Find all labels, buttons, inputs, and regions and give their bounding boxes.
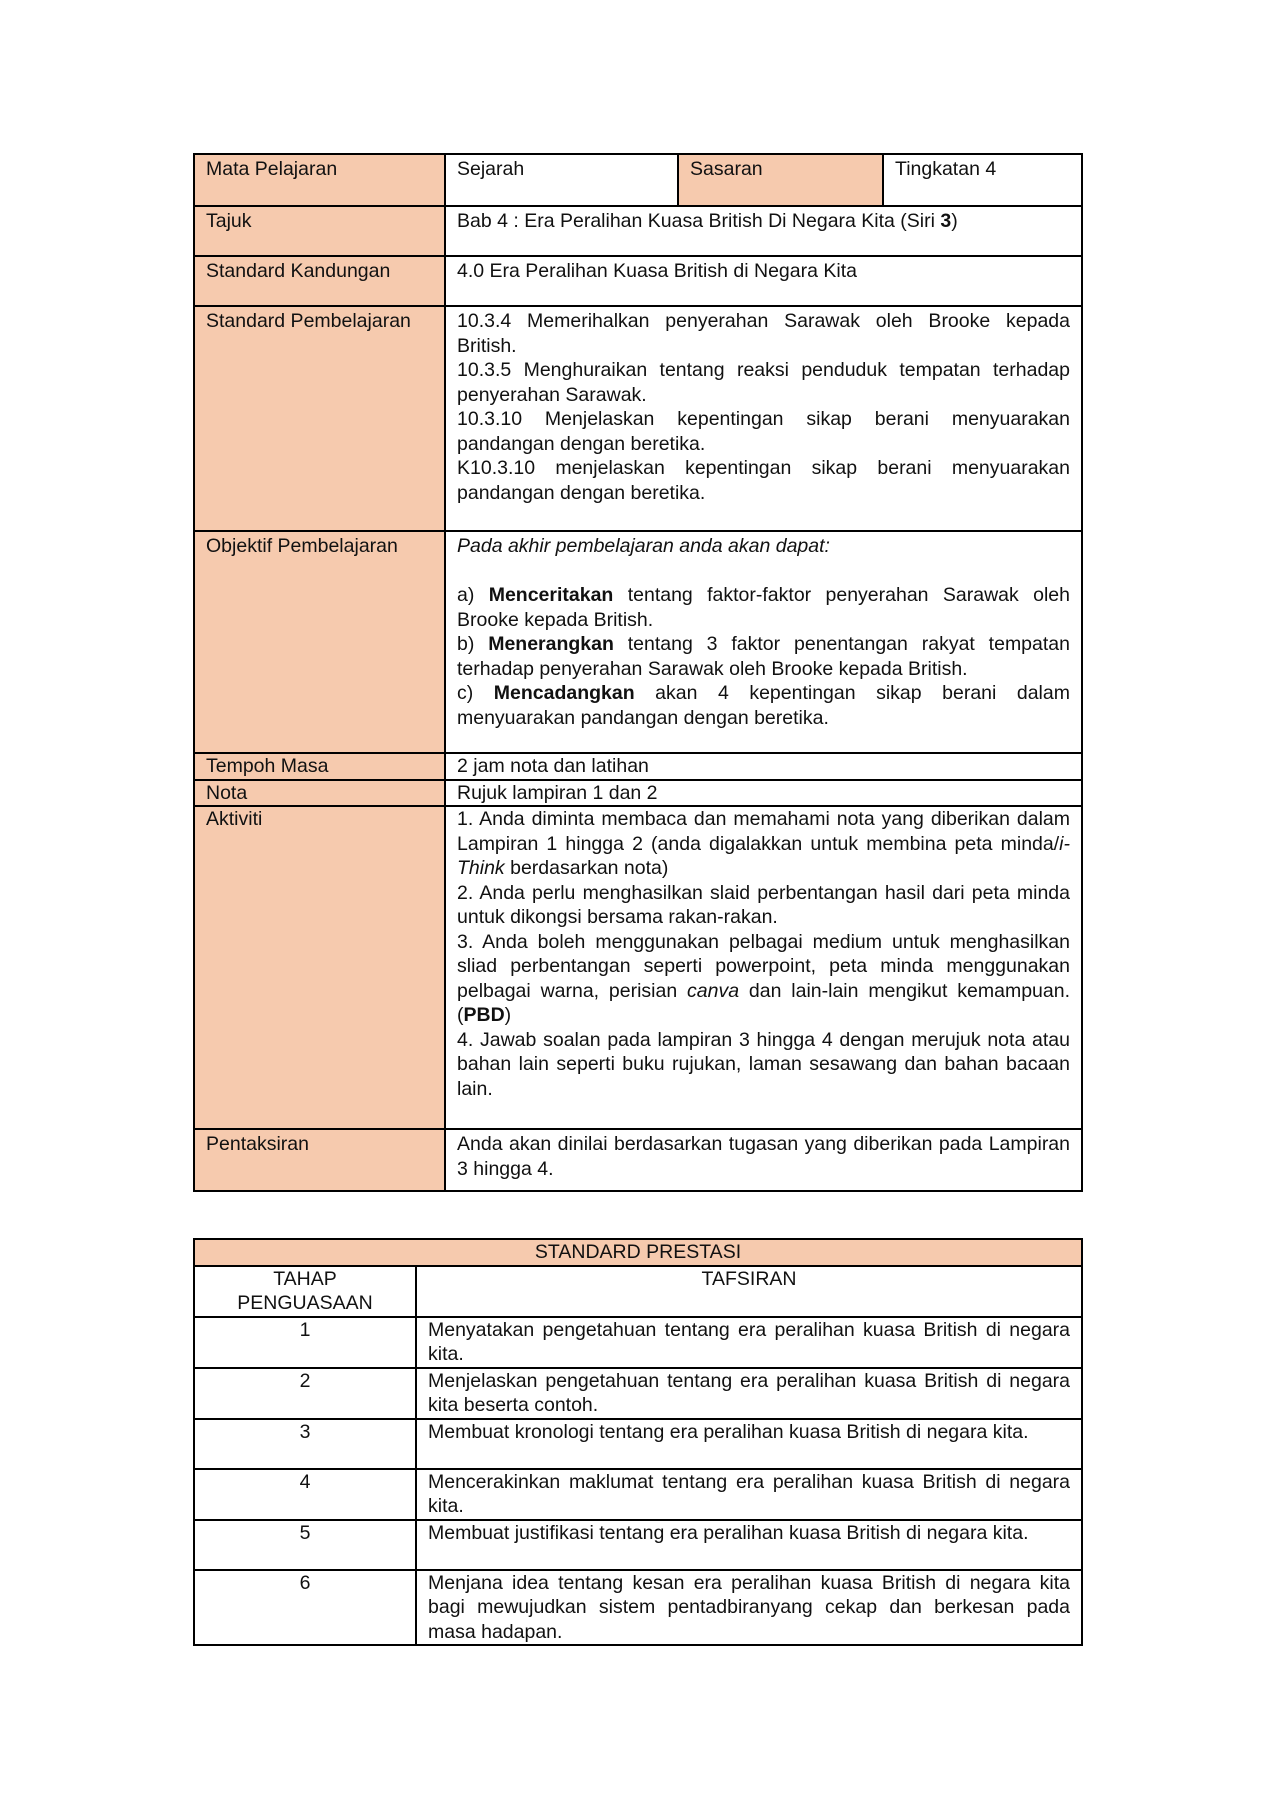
row-activities bbox=[194, 806, 1082, 1129]
learning-standard-label: Standard Pembelajaran bbox=[194, 306, 445, 531]
performance-title: STANDARD PRESTASI bbox=[194, 1239, 1082, 1266]
col-level-header: TAHAP PENGUASAAN bbox=[194, 1266, 416, 1317]
objective-item: b) Menerangkan tentang 3 faktor penentangan rakyat tempatan terhadap penyerahan Sarawak oleh Brooke kepada British. bbox=[457, 633, 1070, 680]
spacer bbox=[457, 559, 1070, 584]
row-duration bbox=[194, 753, 1082, 780]
level-description: Menyatakan pengetahuan tentang era peralihan kuasa British di negara kita. bbox=[416, 1317, 1082, 1368]
level-number: 4 bbox=[194, 1469, 416, 1520]
row-learning-standard bbox=[194, 306, 1082, 531]
activity-item-1: 1. Anda diminta membaca dan memahami nota yang diberikan dalam Lampiran 1 hingga 2 (anda digalakkan untuk membina peta minda/i-Think berdasarkan nota) bbox=[457, 808, 1070, 879]
subject-label: Mata Pelajaran bbox=[194, 154, 445, 206]
target-value: Tingkatan 4 bbox=[883, 154, 1082, 206]
performance-standard-table bbox=[193, 1238, 1083, 1646]
title-close: ) bbox=[951, 210, 958, 232]
level-description: Mencerakinkan maklumat tentang era peralihan kuasa British di negara kita. bbox=[416, 1469, 1082, 1520]
content-standard-value: 4.0 Era Peralihan Kuasa British di Negara Kita bbox=[445, 256, 1082, 306]
performance-row bbox=[194, 1570, 1082, 1646]
learning-standard-item: 10.3.10 Menjelaskan kepentingan sikap berani menyuarakan pandangan dengan beretika. bbox=[457, 408, 1070, 455]
row-content-standard bbox=[194, 256, 1082, 306]
subject-value: Sejarah bbox=[445, 154, 678, 206]
activity-item-4: 4. Jawab soalan pada lampiran 3 hingga 4 dengan merujuk nota atau bahan lain seperti buku rujukan, laman sesawang dan bahan bacaan lain. bbox=[457, 1028, 1070, 1100]
activity-item-2: 2. Anda perlu menghasilkan slaid perbentangan hasil dari peta minda untuk dikongsi bersama rakan-rakan. bbox=[457, 881, 1070, 928]
learning-standard-item: K10.3.10 menjelaskan kepentingan sikap berani menyuarakan pandangan dengan beretika. bbox=[457, 457, 1070, 504]
col-interpretation-header: TAFSIRAN bbox=[416, 1266, 1082, 1317]
level-number: 5 bbox=[194, 1520, 416, 1570]
level-description: Membuat kronologi tentang era peralihan kuasa British di negara kita. bbox=[416, 1419, 1082, 1469]
row-title bbox=[194, 206, 1082, 256]
learning-standard-item: 10.3.5 Menghuraikan tentang reaksi penduduk tempatan terhadap penyerahan Sarawak. bbox=[457, 359, 1070, 406]
assessment-label: Pentaksiran bbox=[194, 1129, 445, 1191]
performance-title-row bbox=[194, 1239, 1082, 1266]
level-number: 6 bbox=[194, 1570, 416, 1646]
row-notes bbox=[194, 780, 1082, 807]
objective-item: c) Mencadangkan akan 4 kepentingan sikap berani dalam menyuarakan pandangan dengan beretika. bbox=[457, 682, 1070, 729]
performance-row bbox=[194, 1317, 1082, 1368]
row-assessment bbox=[194, 1129, 1082, 1191]
assessment-value: Anda akan dinilai berdasarkan tugasan yang diberikan pada Lampiran 3 hingga 4. bbox=[445, 1129, 1082, 1191]
row-objectives bbox=[194, 531, 1082, 753]
notes-value: Rujuk lampiran 1 dan 2 bbox=[445, 780, 1082, 807]
level-description: Menjelaskan pengetahuan tentang era peralihan kuasa British di negara kita beserta contoh. bbox=[416, 1368, 1082, 1419]
content-standard-label: Standard Kandungan bbox=[194, 256, 445, 306]
title-value bbox=[445, 206, 1082, 256]
level-number: 2 bbox=[194, 1368, 416, 1419]
level-description: Membuat justifikasi tentang era peralihan kuasa British di negara kita. bbox=[416, 1520, 1082, 1570]
level-number: 3 bbox=[194, 1419, 416, 1469]
performance-row bbox=[194, 1469, 1082, 1520]
level-description: Menjana idea tentang kesan era peralihan kuasa British di negara kita bagi mewujudkan sistem pentadbiranyang cekap dan berkesan pada masa hadapan. bbox=[416, 1570, 1082, 1646]
performance-row bbox=[194, 1368, 1082, 1419]
objective-intro: Pada akhir pembelajaran anda akan dapat: bbox=[457, 535, 830, 557]
duration-label: Tempoh Masa bbox=[194, 753, 445, 780]
title-series: 3 bbox=[940, 210, 952, 232]
performance-header-row bbox=[194, 1266, 1082, 1317]
activities-list bbox=[445, 806, 1082, 1129]
performance-row bbox=[194, 1419, 1082, 1469]
performance-row bbox=[194, 1520, 1082, 1570]
level-number: 1 bbox=[194, 1317, 416, 1368]
activities-label: Aktiviti bbox=[194, 806, 445, 1129]
objective-list bbox=[445, 531, 1082, 753]
objective-label: Objektif Pembelajaran bbox=[194, 531, 445, 753]
duration-value: 2 jam nota dan latihan bbox=[445, 753, 1082, 780]
learning-standard-list bbox=[445, 306, 1082, 531]
title-text: Bab 4 : Era Peralihan Kuasa British Di Negara Kita (Siri bbox=[457, 210, 941, 232]
lesson-plan-table bbox=[193, 153, 1083, 1192]
row-subject bbox=[194, 154, 1082, 206]
activity-item-3: 3. Anda boleh menggunakan pelbagai medium untuk menghasilkan sliad perbentangan seperti powerpoint, peta minda menggunakan pelbagai warna, perisian canva dan lain-lain mengikut kemampuan.(PBD) bbox=[457, 930, 1070, 1026]
learning-standard-item: 10.3.4 Memerihalkan penyerahan Sarawak oleh Brooke kepada British. bbox=[457, 310, 1070, 357]
title-label: Tajuk bbox=[194, 206, 445, 256]
objective-item: a) Menceritakan tentang faktor-faktor penyerahan Sarawak oleh Brooke kepada British. bbox=[457, 584, 1070, 631]
target-label: Sasaran bbox=[678, 154, 883, 206]
notes-label: Nota bbox=[194, 780, 445, 807]
